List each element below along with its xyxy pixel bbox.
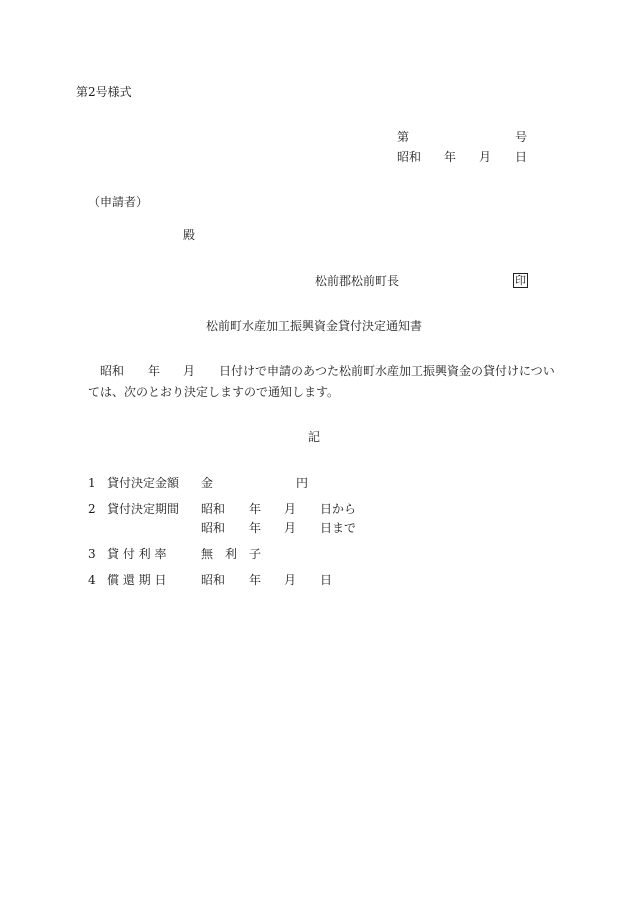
item-value: 無 利 子 xyxy=(201,547,262,561)
issuer-name: 松前郡松前町長 xyxy=(315,274,400,288)
ref-month: 月 xyxy=(479,150,492,164)
form-number: 第2号様式 xyxy=(76,85,132,99)
item-number: 1 xyxy=(88,476,96,490)
document-title: 松前町水産加工振興資金貸付決定通知書 xyxy=(206,319,423,333)
item-number: 3 xyxy=(88,547,96,561)
item-month: 月 xyxy=(284,502,297,516)
item-label: 貸 付 利 率 xyxy=(107,547,167,561)
item-month: 月 xyxy=(284,573,297,587)
ref-day: 日 xyxy=(515,150,528,164)
item-value-en: 円 xyxy=(296,476,309,490)
item-era: 昭和 xyxy=(201,502,226,516)
item-year: 年 xyxy=(249,521,262,535)
applicant-label: （申請者） xyxy=(88,195,149,209)
item-day-from: 日から xyxy=(320,502,357,516)
ref-era: 昭和 xyxy=(397,150,422,164)
item-day: 日 xyxy=(320,573,333,587)
ref-dai: 第 xyxy=(397,130,410,144)
body-month: 月 xyxy=(183,364,196,378)
body-era: 昭和 xyxy=(100,364,125,378)
ki-heading: 記 xyxy=(308,430,321,444)
applicant-dono: 殿 xyxy=(183,228,196,242)
body-line1-rest: 日付けで申請のあつた松前町水産加工振興資金の貸付けについ xyxy=(219,364,555,378)
ref-year: 年 xyxy=(444,150,457,164)
item-label: 貸付決定期間 xyxy=(107,502,180,516)
item-year: 年 xyxy=(249,502,262,516)
body-year: 年 xyxy=(148,364,161,378)
item-month: 月 xyxy=(284,521,297,535)
item-label: 償 還 期 日 xyxy=(107,573,167,587)
body-line2: ては、次のとおり決定しますので通知します。 xyxy=(88,385,340,399)
item-number: 2 xyxy=(88,502,96,516)
item-era: 昭和 xyxy=(201,521,226,535)
item-day-to: 日まで xyxy=(320,521,357,535)
item-label: 貸付決定金額 xyxy=(107,476,180,490)
ref-go: 号 xyxy=(515,130,528,144)
item-value-kin: 金 xyxy=(201,476,214,490)
item-year: 年 xyxy=(249,573,262,587)
seal-mark: 印 xyxy=(515,274,526,287)
item-era: 昭和 xyxy=(201,573,226,587)
item-number: 4 xyxy=(88,573,96,587)
